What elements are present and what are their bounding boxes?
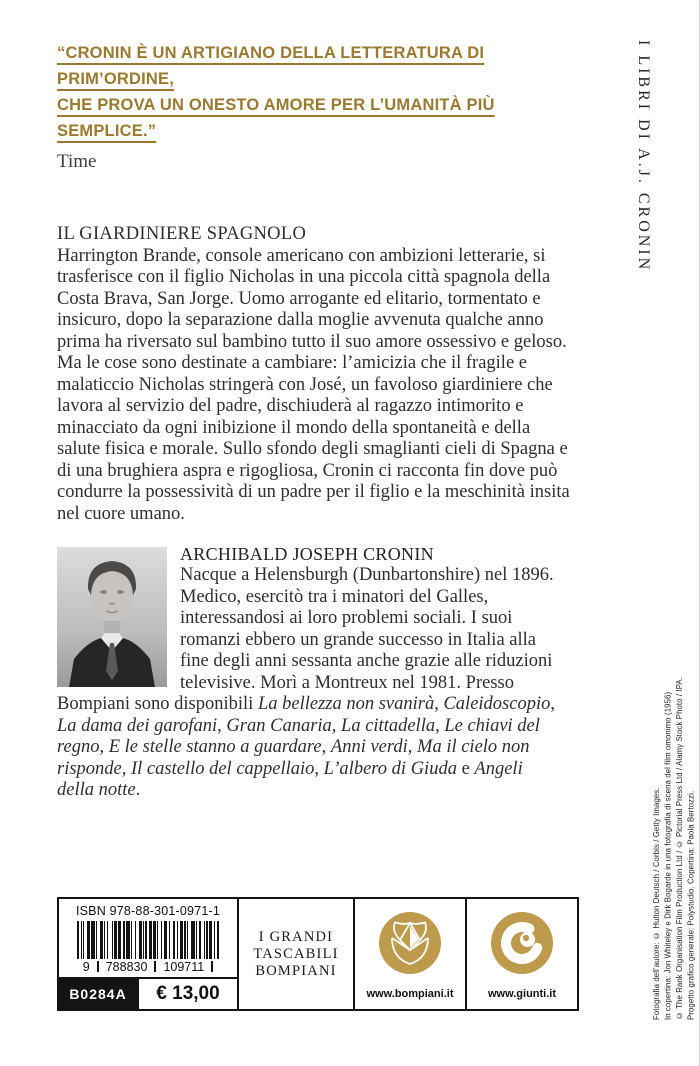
giunti-g-icon <box>491 912 553 979</box>
barcode-digit-group: 9 <box>82 960 90 974</box>
barcode-icon <box>65 921 231 959</box>
press-quote-line: CHE PROVA UN ONESTO AMORE PER L’UMANITÀ PIÙ SEMPLICE.” <box>57 96 495 140</box>
price: € 13,00 <box>137 979 237 1009</box>
giunti-url: www.giunti.it <box>487 988 557 1000</box>
barcode-digit-group: 788830 <box>105 960 148 974</box>
credit-line: © The Rank Organisation Film Production Ltd / © Pictorial Press Ltd / Alamy Stock Photo / IPA. <box>675 676 684 1020</box>
price-row <box>59 977 237 1009</box>
press-quote <box>57 40 579 173</box>
credit-line: Progetto grafico generale: Polystudio. Copertina: Paola Bertozzi. <box>686 790 696 1020</box>
barcode-guard-bar <box>154 961 156 972</box>
barcode-digits <box>65 960 231 974</box>
bompiani-flower-icon <box>379 912 441 979</box>
series-spine-label: I LIBRI DI A.J. CRONIN <box>635 40 652 273</box>
bompiani-url: www.bompiani.it <box>366 988 454 1000</box>
imprint-line: TASCABILI <box>253 945 339 962</box>
book-title: IL GIARDINIERE SPAGNOLO <box>57 224 307 244</box>
quote-attribution: Time <box>57 151 97 172</box>
photo-credits <box>651 677 697 1020</box>
author-name: ARCHIBALD JOSEPH CRONIN <box>180 544 434 564</box>
barcode-guard-bar <box>211 961 213 972</box>
footer-strip <box>57 897 579 1011</box>
synopsis-section <box>57 224 577 525</box>
imprint-line: BOMPIANI <box>255 962 337 979</box>
giunti-logo-box <box>465 899 577 1009</box>
barcode-box <box>59 899 237 1009</box>
author-photo <box>57 547 167 687</box>
isbn-label: ISBN 978-88-301-0971-1 <box>75 904 221 918</box>
press-quote-line: “CRONIN È UN ARTIGIANO DELLA LETTERATURA DI PRIM’ORDINE, <box>57 44 485 88</box>
author-section <box>57 543 563 802</box>
barcode-digit-group: 109711 <box>163 960 205 974</box>
bompiani-logo-box <box>353 899 465 1009</box>
book-description: Harrington Brande, console americano con ambizioni letterarie, si trasferisce con il figlio Nicholas in una piccola città spagnola della Costa Brava, San Jorge. Uomo arrogante ed elitario, tormentato e insicuro, dopo la separazione dalla moglie avvenuta qualche anno prima ha riversato sul bambino tutto il suo amore ossessivo e geloso. Ma le cose sono destinate a cambiare: l’amicizia che il fragile e malaticcio Nicholas stringerà con José, un favoloso giardiniere che lavora al servizio del padre, dischiuderà al ragazzo intimorito e minacciato da ogni inibizione il mondo della spontaneità e della salute fisica e morale. Sullo sfondo degli smaglianti cieli di Spagna e di una brughiera aspra e rigogliosa, Cronin ci racconta fin dove può condurre la possessività di un padre per il figlio e la meschinità insita nel cuore umano. <box>57 245 570 524</box>
edition-code: B0284A <box>59 979 137 1009</box>
imprint-box <box>237 899 353 1009</box>
credit-line: Fotografia dell’autore: © Hulton Deutsch / Corbis / Getty Images. <box>652 787 661 1020</box>
imprint-line: I GRANDI <box>258 928 334 945</box>
credit-line: In copertina: Jon Whiteley e Dirk Bogarde in una fotografia di scena del film omonimo (1956) <box>663 691 673 1020</box>
author-bio: Nacque a Helensburgh (Dunbartonshire) nel 1896. Medico, esercitò tra i minatori del Galles, interessandosi ai loro problemi sociali. I suoi romanzi ebbero un grande successo in Italia alla fine degli anni sessanta anche grazie alle riduzioni televisive. Morì a Montreux nel 1981. Presso Bompiani sono disponibili La bellezza non svanirà, Caleidoscopio, La dama dei garofani, Gran Canaria, La cittadella, Le chiavi del regno, E le stelle stanno a guardare, Anni verdi, Ma il cielo non risponde, Il castello del cappellaio, L’albero di Giuda e Angeli della notte. <box>57 565 555 800</box>
barcode-guard-bar <box>97 961 99 972</box>
